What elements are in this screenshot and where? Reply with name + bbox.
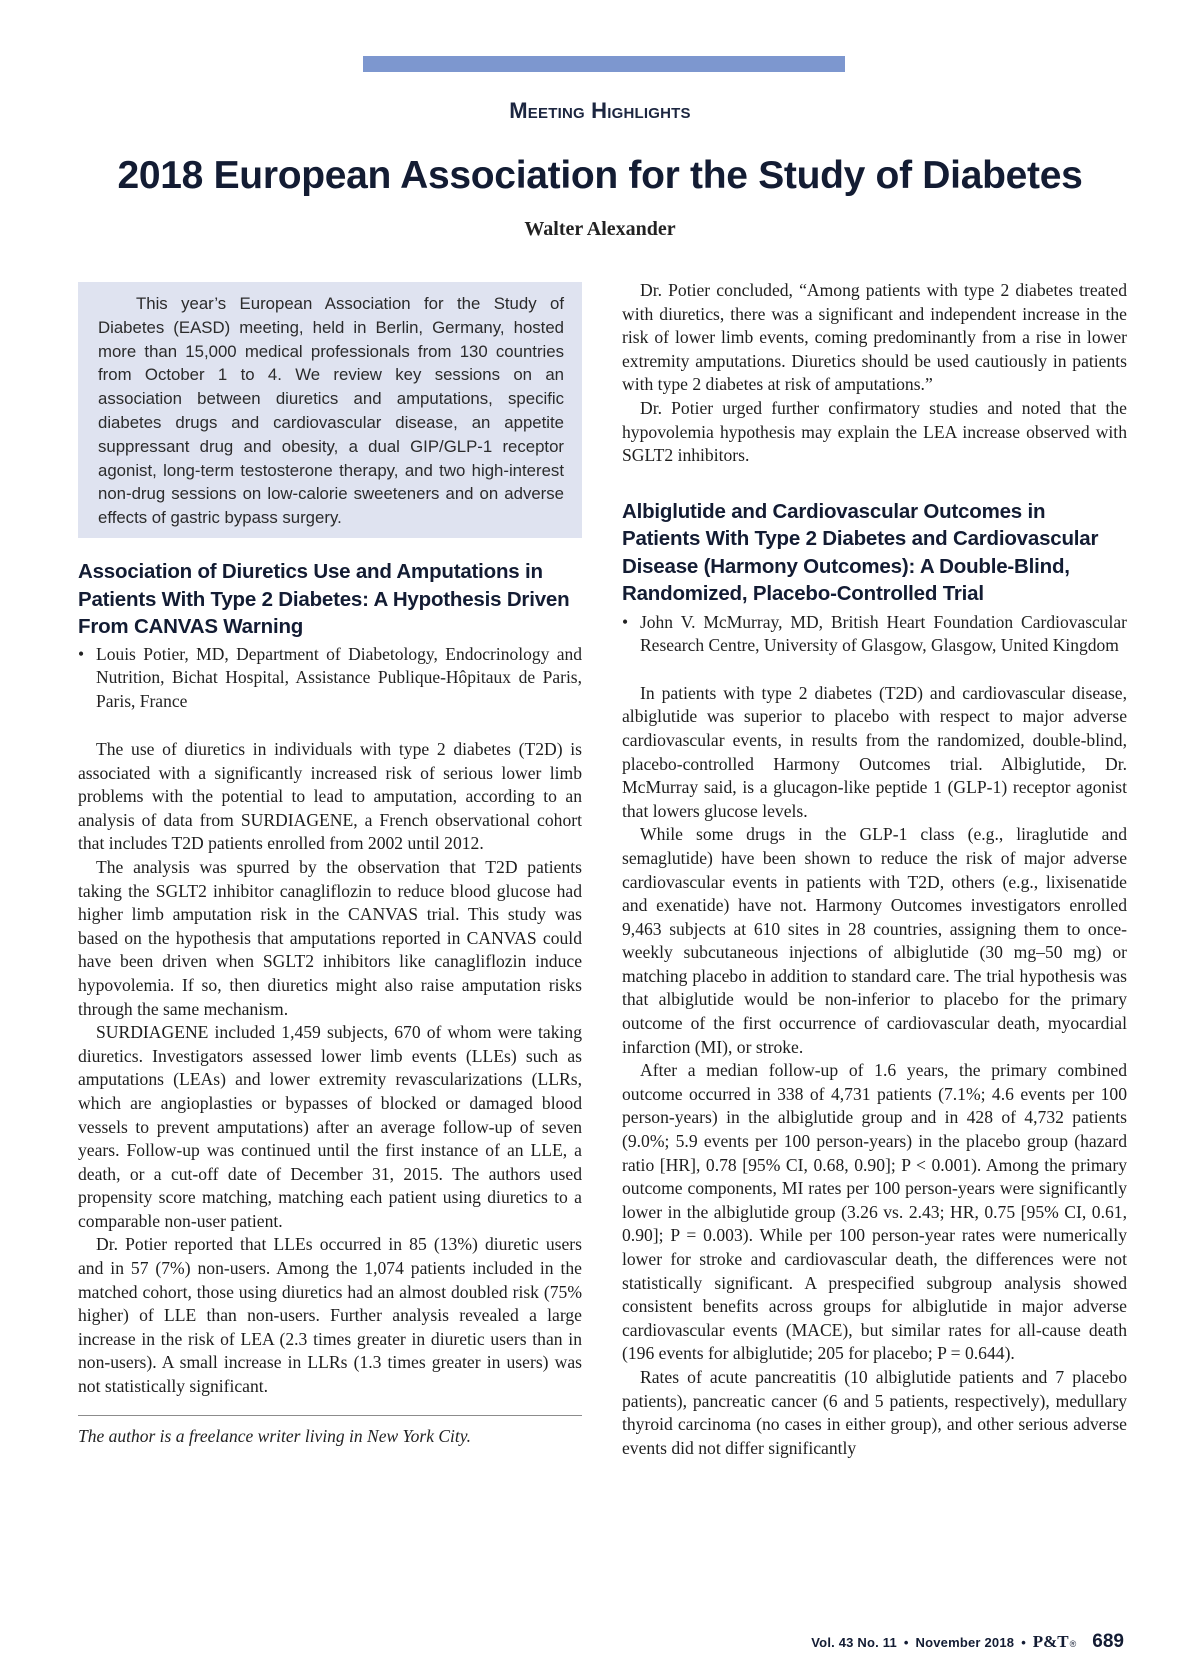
article2-byline [622,611,1127,658]
registered-mark: ® [1069,1639,1077,1649]
right-column [622,279,1127,1460]
footnote-divider [78,1415,582,1416]
section-label: Meeting Highlights [509,98,691,123]
article2-byline-text: John V. McMurray, MD, British Heart Foundation Cardiovascular Research Centre, University of Glasgow, Glasgow, United Kingdom [640,611,1127,656]
article2-heading: Albiglutide and Cardiovascular Outcomes in Patients With Type 2 Diabetes and Cardiovascular Disease (Harmony Outcomes): A Double-Blind, Randomized, Placebo-Controlled Trial [622,499,1099,606]
article1-paragraph: The analysis was spurred by the observation that T2D patients taking the SGLT2 inhibitor canagliflozin to reduce blood glucose had higher limb amputation risk in the CANVAS trial. This study was based on the hypothesis that amputations reported in CANVAS could have been driven when SGLT2 inhibitors like canagliflozin induce hypovolemia. If so, then diuretics might also raise amputation risks through the same mechanism. [78,856,582,1019]
article2-paragraph: While some drugs in the GLP-1 class (e.g., liraglutide and semaglutide) have been shown to reduce the risk of major adverse cardiovascular events in patients with T2D, others (e.g., lixisenatide and exenatide) have not. Harmony Outcomes investigators enrolled 9,463 subjects at 610 sites in 28 countries, assigning them to once-weekly subcutaneous injections of albiglutide (30 mg–50 mg) or matching placebo in addition to standard care. The trial hypothesis was that albiglutide would be non-inferior to placebo for the primary outcome of the first occurrence of cardiovascular death, myocardial infarction (MI), or stroke. [622,824,1127,1057]
article1-heading: Association of Diuretics Use and Amputations in Patients With Type 2 Diabetes: A Hypothesis Driven From CANVAS Warning [78,560,570,638]
article1-body [78,738,582,1399]
page-title: 2018 European Association for the Study of Diabetes [117,154,1083,197]
article1-paragraph: Dr. Potier concluded, “Among patients with type 2 diabetes treated with diuretics, there was a significant and independent increase in the risk of lower limb events, coming predominantly from a rise in lower extremity amputations. Diuretics should be used cautiously in patients with type 2 diabetes at risk of amputations.” [622,280,1127,395]
journal-name: P&T [1032,1632,1069,1651]
article2-paragraph: In patients with type 2 diabetes (T2D) and cardiovascular disease, albiglutide was superior to placebo with respect to major adverse cardiovascular events, in results from the randomized, double-blind, placebo-controlled Harmony Outcomes trial. Albiglutide, Dr. McMurray said, is a glucagon-like peptide 1 (GLP-1) receptor agonist that lowers glucose levels. [622,682,1127,821]
article2-paragraph: Rates of acute pancreatitis (10 albiglutide patients and 7 placebo patients), pancreatic cancer (6 and 5 patients, respectively), medullary thyroid carcinoma (no cases in either group), and other serious adverse events did not differ significantly [622,1366,1127,1458]
issue-date: November 2018 [915,1635,1015,1650]
left-column [78,282,582,1448]
article1-conclusion [622,279,1127,468]
author-footnote: The author is a freelance writer living in New York City. [78,1425,471,1446]
abstract-box: This year’s European Association for the Study of Diabetes (EASD) meeting, held in Berlin, Germany, hosted more than 15,000 medical professionals from 130 countries from October 1 to 4. We review key sessions on an association between diuretics and amputations, specific diabetes drugs and cardiovascular disease, an appetite suppressant drug and obesity, a dual GIP/GLP-1 receptor agonist, long-term testosterone therapy, and two high-interest non-drug sessions on low-calorie sweeteners and on adverse effects of gastric bypass surgery. [78,282,582,538]
separator-dot-icon: • [903,1635,909,1650]
author-name: Walter Alexander [524,218,676,240]
separator-dot-icon: • [1021,1635,1026,1650]
bullet-icon: • [78,643,85,664]
article1-paragraph: Dr. Potier reported that LLEs occurred in 85 (13%) diuretic users and in 57 (7%) non-users. Among the 1,074 patients included in the matched cohort, those using diuretics had an almost doubled risk (75% higher) of LLE than non-users. Further analysis revealed a large increase in the risk of LEA (2.3 times greater in diuretic users than in non-users). A small increase in LLRs (1.3 times greater in users) was not statistically significant. [78,1234,582,1397]
issue-info: Vol. 43 No. 11 [811,1635,897,1650]
article1-paragraph: SURDIAGENE included 1,459 subjects, 670 of whom were taking diuretics. Investigators assessed lower limb events (LLEs) such as amputations (LEAs) and lower extremity revascularizations (LLRs, which are angioplasties or bypasses of blocked or damaged blood vessels to prevent amputations) after an average follow-up of seven years. Follow-up was continued until the first instance of an LLE, a death, or a cut-off date of December 31, 2015. The authors used propensity score matching, matching each patient using diuretics to a comparable non-user patient. [78,1022,582,1231]
article1-byline [78,643,582,714]
page-number: 689 [1092,1631,1124,1652]
article1-byline-text: Louis Potier, MD, Department of Diabetology, Endocrinology and Nutrition, Bichat Hospital, Assistance Publique-Hôpitaux de Paris, Paris, France [96,643,582,711]
bullet-icon: • [622,611,629,632]
page-footer [811,1631,1124,1653]
article1-paragraph: The use of diuretics in individuals with type 2 diabetes (T2D) is associated with a significantly increased risk of serious lower limb problems with the potential to lead to amputation, according to an analysis of data from SURDIAGENE, a French observational cohort that includes T2D patients enrolled from 2002 until 2012. [78,739,582,854]
article1-paragraph: Dr. Potier urged further confirmatory studies and noted that the hypovolemia hypothesis may explain the LEA increase observed with SGLT2 inhibitors. [622,397,1127,466]
article2-paragraph: After a median follow-up of 1.6 years, the primary combined outcome occurred in 338 of 4,731 patients (7.1%; 4.6 events per 100 person-years) in the albiglutide group and in 428 of 4,732 patients (9.0%; 5.9 events per 100 person-years) in the placebo group (hazard ratio [HR], 0.78 [95% CI, 0.68, 0.90]; P < 0.001). Among the primary outcome components, MI rates per 100 person-years were significantly lower in the albiglutide group (3.26 vs. 2.43; HR, 0.75 [95% CI, 0.61, 0.90]; P = 0.003). While per 100 person-year rates were numerically lower for stroke and cardiovascular death, the differences were not statistically significant. A prespecified subgroup analysis showed consistent benefits across groups for albiglutide in major adverse cardiovascular events (MACE), but similar rates for all-cause death (196 events for albiglutide; 205 for placebo; P = 0.644). [622,1060,1127,1364]
article2-body [622,682,1127,1461]
header-accent-bar [363,56,845,72]
